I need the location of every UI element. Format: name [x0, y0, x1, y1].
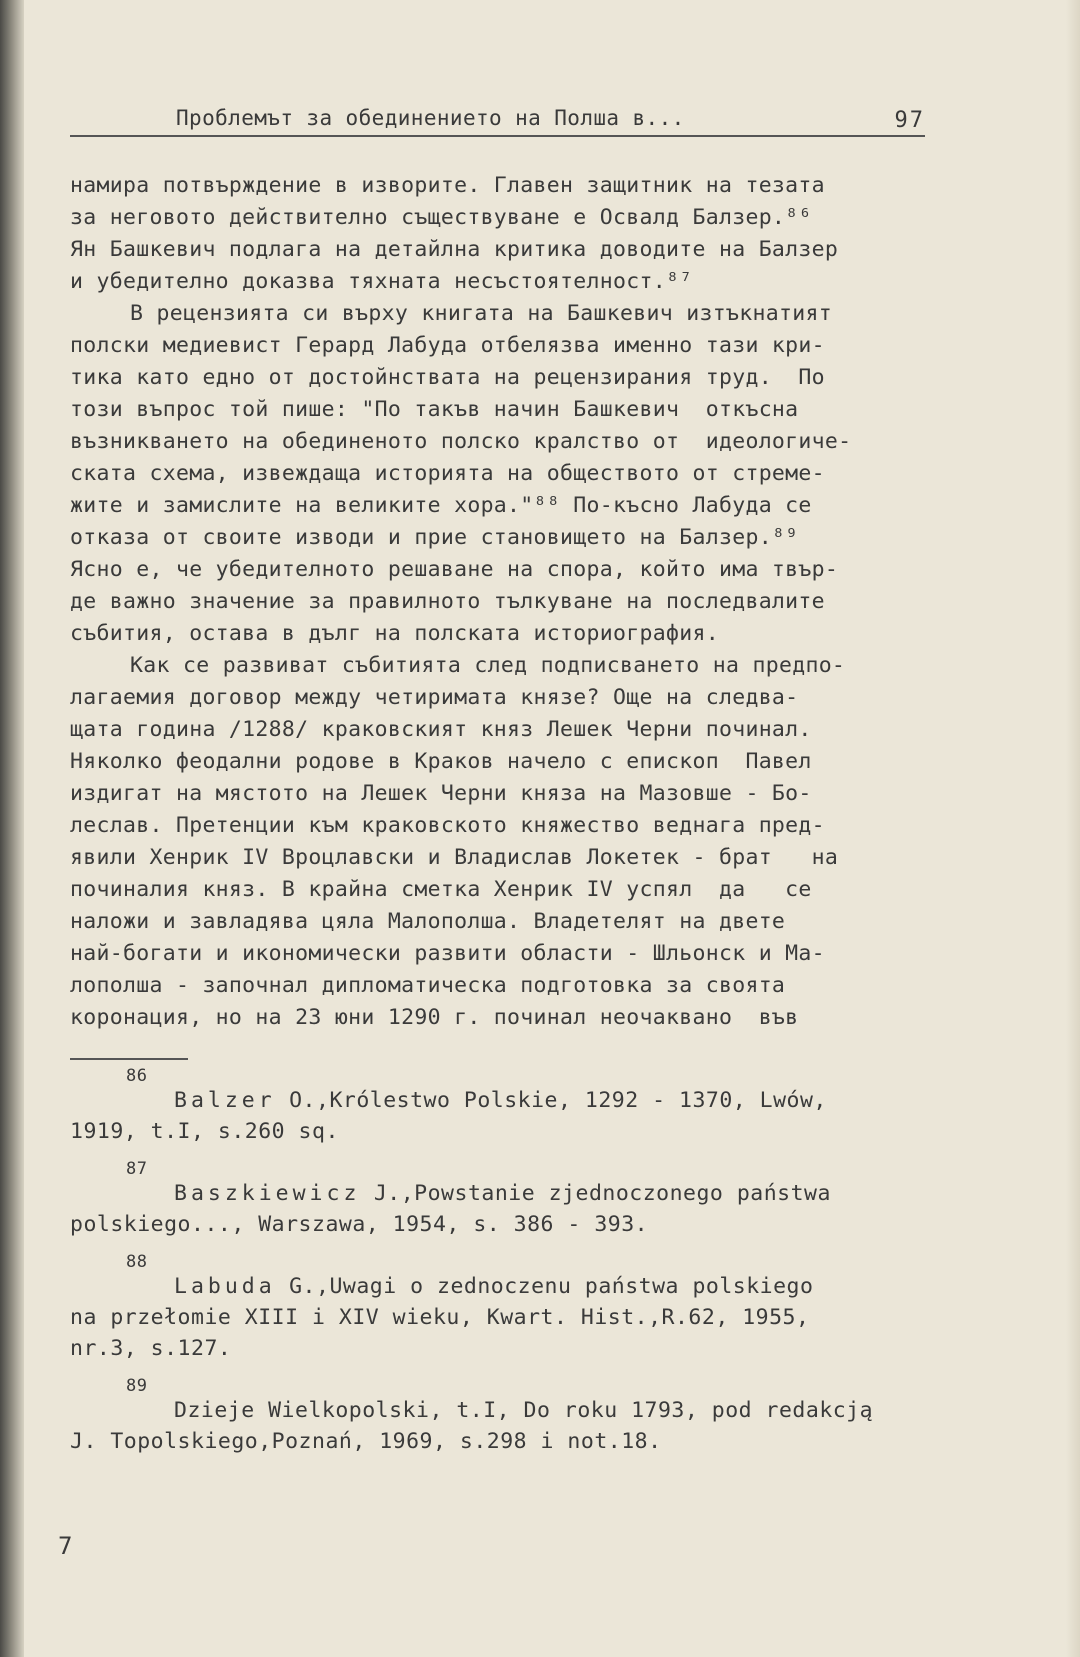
footnote-text: J. Topolskiego,Poznań, 1969, s.298 i not.18. [70, 1429, 662, 1454]
text-line: намира потвърждение в изворите. Главен защитник на тезата [70, 173, 825, 198]
text-line: Ясно е, че убедителното решаване на спора, който има твър- [70, 557, 839, 582]
footnote-number: 88 [126, 1252, 148, 1272]
footnote-text: Dzieje Wielkopolski, t.I, Do roku 1793, pod redakcją [174, 1398, 874, 1423]
page-number: 97 [894, 108, 925, 133]
footnote [70, 1161, 930, 1240]
text-line: Ян Башкевич подлага на детайлна критика доводите на Балзер [70, 237, 839, 262]
text-line: и убедително доказва тяхната несъстоятелност.⁸⁷ [70, 269, 693, 294]
signature-mark: 7 [58, 1532, 73, 1560]
text-line: полски медиевист Герард Лабуда отбелязва именно тази кри- [70, 333, 825, 358]
text-line: отказа от своите изводи и прие становището на Балзер.⁸⁹ [70, 525, 799, 550]
text-line: леслав. Претенции към краковското княжество веднага пред- [70, 813, 825, 838]
text-line: тика като едно от достойнствата на рецензирания труд. По [70, 365, 825, 390]
footnote [70, 1378, 930, 1457]
footnote-author: Labuda [174, 1274, 276, 1299]
footnote [70, 1068, 930, 1147]
body-text [70, 170, 925, 1034]
footnote-text: G.,Uwagi o zednoczenu państwa polskiego [275, 1274, 814, 1299]
book-spine-shadow [0, 0, 24, 1657]
page-edge [1066, 0, 1080, 1657]
footnote-text: nr.3, s.127. [70, 1336, 232, 1361]
running-title: Проблемът за обединението на Полша в... [176, 106, 685, 130]
text-line: щата година /1288/ краковският княз Лешек Черни починал. [70, 717, 812, 742]
text-line: най-богати и икономически развити области - Шльонск и Ма- [70, 941, 825, 966]
text-line: де важно значение за правилното тълкуване на последвалите [70, 589, 825, 614]
text-line: починалия княз. В крайна сметка Хенрик IV успял да се [70, 877, 812, 902]
text-line: за неговото действително съществуване е Освалд Балзер.⁸⁶ [70, 205, 812, 230]
text-line: явили Хенрик IV Вроцлавски и Владислав Локетек - брат на [70, 845, 839, 870]
text-line: Как се развиват събитията след подписването на предпо- [130, 653, 846, 678]
text-line: наложи и завладява цяла Малополша. Владетелят на двете [70, 909, 786, 934]
footnote [70, 1254, 930, 1364]
footnote-text: J.,Powstanie zjednoczonego państwa [360, 1181, 831, 1206]
text-line: Няколко феодални родове в Краков начело с епископ Павел [70, 749, 812, 774]
text-line: този въпрос той пише: "По такъв начин Башкевич откъсна [70, 397, 799, 422]
text-line: възникването на обединеното полско кралство от идеологиче- [70, 429, 852, 454]
text-line: събития, остава в дълг на полската историография. [70, 621, 719, 646]
footnote-text: na przełomie XIII i XIV wieku, Kwart. Hist.,R.62, 1955, [70, 1305, 810, 1330]
footnote-separator [70, 1058, 188, 1060]
footnote-author: Balzer [174, 1088, 276, 1113]
text-line: В рецензията си върху книгата на Башкевич изтъкнатият [130, 301, 832, 326]
text-line: коронация, но на 23 юни 1290 г. починал неочаквано във [70, 1005, 799, 1030]
footnotes [70, 1068, 930, 1471]
header-rule [70, 135, 925, 137]
footnote-text: O.,Królestwo Polskie, 1292 - 1370, Lwów, [275, 1088, 827, 1113]
footnote-number: 86 [126, 1066, 148, 1086]
text-line: лополша - започнал дипломатическа подготовка за своята [70, 973, 786, 998]
text-line: ската схема, извеждаща историята на обществото от стреме- [70, 461, 825, 486]
footnote-number: 87 [126, 1159, 148, 1179]
text-line: лагаемия договор между четиримата князе? Още на следва- [70, 685, 799, 710]
footnote-text: 1919, t.I, s.260 sq. [70, 1119, 339, 1144]
footnote-author: Baszkiewicz [174, 1181, 361, 1206]
running-header [70, 106, 925, 136]
text-line: издигат на мястото на Лешек Черни княза на Мазовше - Бо- [70, 781, 812, 806]
footnote-text: polskiego..., Warszawa, 1954, s. 386 - 393. [70, 1212, 649, 1237]
text-line: жите и замислите на великите хора."⁸⁸ По-късно Лабуда се [70, 493, 812, 518]
footnote-number: 89 [126, 1376, 148, 1396]
